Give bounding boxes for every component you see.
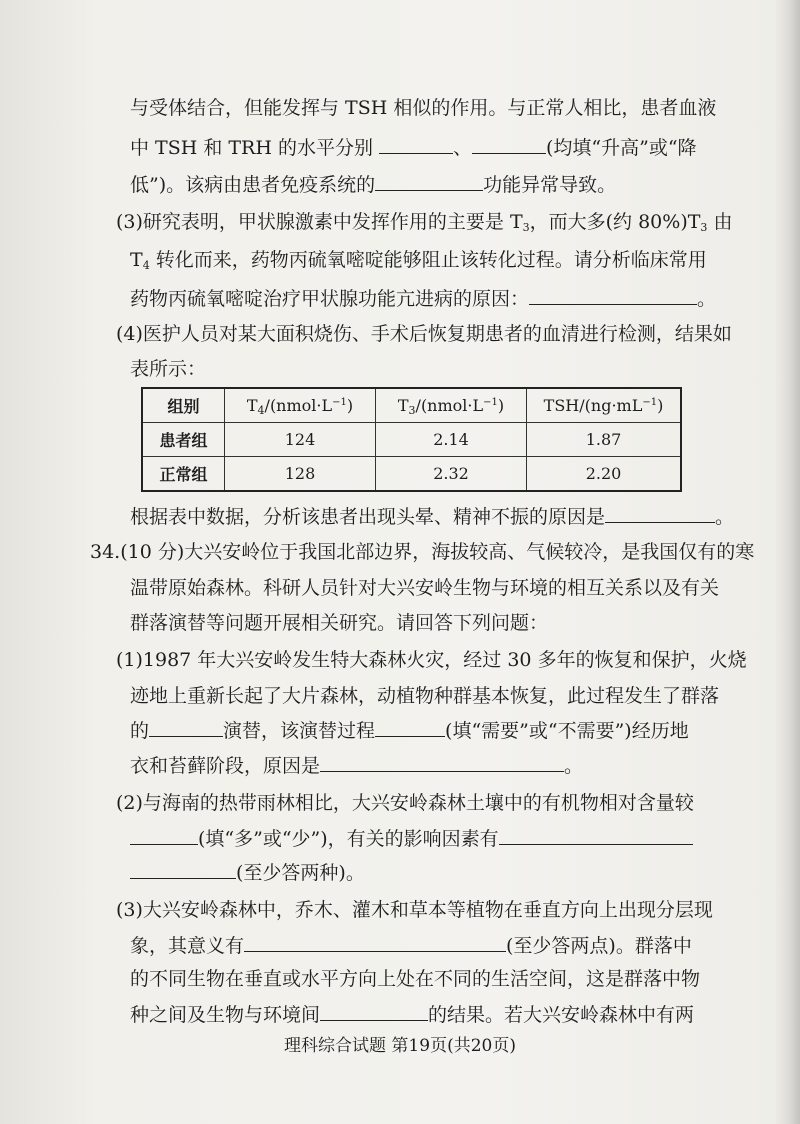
answer-blank[interactable] bbox=[320, 1002, 428, 1021]
cell-tsh: 2.20 bbox=[527, 457, 682, 492]
cell-t3: 2.32 bbox=[376, 457, 527, 492]
answer-blank[interactable] bbox=[244, 933, 506, 952]
answer-blank[interactable] bbox=[499, 826, 693, 845]
page-fold-shadow bbox=[774, 0, 800, 1124]
answer-blank[interactable] bbox=[149, 718, 223, 737]
answer-blank[interactable] bbox=[379, 135, 453, 154]
answer-blank[interactable] bbox=[472, 135, 546, 154]
table-row bbox=[142, 423, 681, 457]
text-line: (填“多”或“少”)，有关的影响因素有 bbox=[130, 826, 693, 851]
text-line: 温带原始森林。科研人员针对大兴安岭生物与环境的相互关系以及有关 bbox=[130, 577, 720, 599]
text-line: (3)大兴安岭森林中，乔木、灌木和草本等植物在垂直方向上出现分层现 bbox=[116, 899, 713, 921]
cell-t4: 124 bbox=[225, 423, 376, 457]
header-tsh: TSH/$(ng\cdot mL^{-1})$ bbox=[527, 388, 682, 423]
row-label: 患者组 bbox=[142, 423, 225, 457]
answer-blank[interactable] bbox=[130, 826, 198, 845]
answer-blank[interactable] bbox=[375, 718, 445, 737]
text-line: 象，其意义有 (至少答两点)。群落中 bbox=[130, 935, 692, 957]
cell-tsh: 1.87 bbox=[527, 423, 682, 457]
header-group: 组别 bbox=[142, 388, 225, 423]
answer-blank[interactable] bbox=[130, 860, 236, 879]
question-34-title: 34.(10 分)大兴安岭位于我国北部边界，海拔较高、气候较冷，是我国仅有的寒 bbox=[90, 541, 755, 563]
row-label: 正常组 bbox=[142, 457, 225, 492]
page-footer: 理科综合试题 第19页(共20页) bbox=[284, 1036, 516, 1056]
text-line: 的 演替，该演替过程 (填“需要”或“不需要”)经历地 bbox=[130, 720, 689, 742]
text-line: 群落演替等问题开展相关研究。请回答下列问题： bbox=[130, 612, 549, 634]
header-t4: $T_4/(nmol\cdot L^{-1})$ bbox=[225, 388, 376, 423]
table-row bbox=[142, 457, 681, 492]
text-line: 低”)。该病由患者免疫系统的 功能异常导致。 bbox=[130, 174, 617, 196]
serum-data-table bbox=[141, 387, 682, 492]
text-line: $T_4$ 转化而来，药物丙硫氧嘧啶能够阻止该转化过程。请分析临床常用 bbox=[130, 249, 707, 272]
answer-blank[interactable] bbox=[529, 286, 697, 305]
text-line: 根据表中数据，分析该患者出现头晕、精神不振的原因是 。 bbox=[130, 506, 735, 528]
text-line: 中 TSH 和 TRH 的水平分别 、 (均填“升高”或“降 bbox=[130, 137, 697, 159]
text-line: 的不同生物在垂直或水平方向上处在不同的生活空间，这是群落中物 bbox=[130, 968, 701, 990]
answer-blank[interactable] bbox=[605, 504, 715, 523]
answer-blank[interactable] bbox=[375, 172, 483, 191]
text-line: (2)与海南的热带雨林相比，大兴安岭森林土壤中的有机物相对含量较 bbox=[116, 792, 694, 814]
text-line: 与受体结合，但能发挥与 TSH 相似的作用。与正常人相比，患者血液 bbox=[130, 97, 717, 119]
header-t3: $T_3/(nmol\cdot L^{-1})$ bbox=[376, 388, 527, 423]
text-line: 种之间及生物与环境间 的结果。若大兴安岭森林中有两 bbox=[130, 1004, 695, 1026]
cell-t4: 128 bbox=[225, 457, 376, 492]
table-header-row bbox=[142, 388, 681, 423]
text-line: (至少答两种)。 bbox=[130, 860, 365, 885]
text-line: 表所示： bbox=[130, 358, 207, 380]
text-line: 药物丙硫氧嘧啶治疗甲状腺功能亢进病的原因： 。 bbox=[130, 288, 717, 310]
answer-blank[interactable] bbox=[320, 753, 564, 772]
text-line: 迹地上重新长起了大片森林，动植物种群基本恢复，此过程发生了群落 bbox=[130, 685, 720, 707]
text-line: (3)研究表明，甲状腺激素中发挥作用的主要是 $T_3$，而大多(约 $80\%)T_3$ 由 bbox=[116, 211, 733, 234]
text-line: (4)医护人员对某大面积烧伤、手术后恢复期患者的血清进行检测，结果如 bbox=[116, 323, 732, 345]
cell-t3: 2.14 bbox=[376, 423, 527, 457]
text-line: (1)1987 年大兴安岭发生特大森林火灾，经过 30 多年的恢复和保护，火烧 bbox=[116, 649, 747, 671]
text-line: 衣和苔藓阶段，原因是 。 bbox=[130, 755, 584, 777]
